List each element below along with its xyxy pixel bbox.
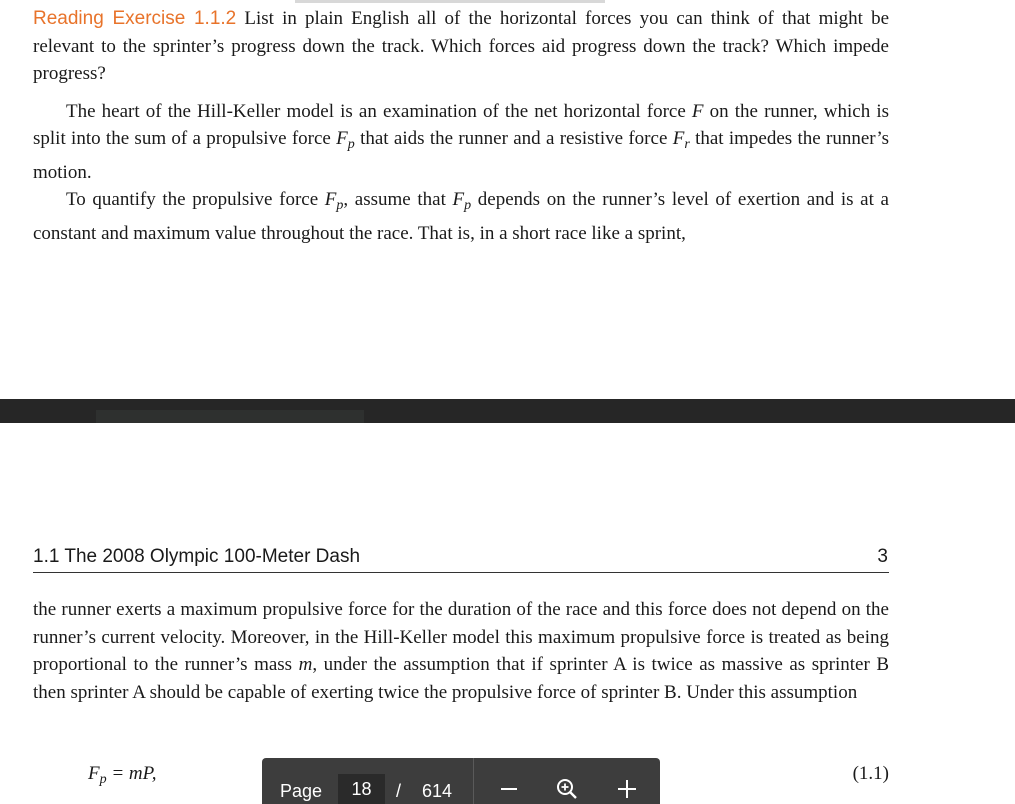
reading-exercise: [33, 5, 889, 88]
page-number: 3: [877, 546, 888, 567]
paragraph-propulsive-force: To quantify the propulsive force $F_p$, assume that $F_p$ depends on the runner’s level of exertion and is at a constant and maximum value throughout the race. That is, in a short race like a sprint,: [33, 189, 889, 244]
page-navigation-toolbar: [262, 758, 660, 804]
symbol-Fp: $F_p$: [324, 189, 344, 213]
running-head: [33, 544, 889, 573]
zoom-fit-button[interactable]: [552, 774, 582, 804]
paragraph-net-force: The heart of the Hill-Keller model is an examination of the net horizontal force F on the runner, which is split into the sum of a propulsive force $F_p$ that aids the runner and a resistive force $F_r$ that impedes the runner’s motion.: [33, 100, 889, 183]
upper-page-text: [33, 5, 889, 247]
symbol-Fr: $F_r$: [672, 128, 690, 152]
zoom-in-button[interactable]: [612, 774, 642, 804]
page-separator-slash: /: [396, 781, 402, 801]
symbol-Fp: $F_p$: [336, 128, 355, 152]
page-label: Page: [280, 781, 323, 801]
total-pages: 614: [422, 781, 453, 801]
exercise-text: List in plain English all of the horizontal forces you can think of that might be relevant to the sprinter’s progress down the track. Which forces aid progress down the track? Which impede progress?: [33, 8, 890, 84]
page-separator: [0, 399, 1015, 423]
symbol-F: F: [691, 100, 704, 122]
section-title: 1.1 The 2008 Olympic 100-Meter Dash: [33, 546, 361, 567]
exercise-label: Reading Exercise 1.1.2: [33, 8, 237, 29]
zoom-out-icon: [499, 779, 519, 799]
zoom-out-button[interactable]: [494, 774, 524, 804]
paragraph-max-force: the runner exerts a maximum propulsive force for the duration of the race and this force does not depend on the runner’s current velocity. Moreover, in the Hill-Keller model this maximum propulsive force is treated as being proportional to the runner’s mass m, under the assumption that if sprinter A is twice as massive as sprinter B then sprinter A should be capable of exerting twice the propulsive force of sprinter B. Under this assumption: [33, 599, 890, 703]
zoom-in-icon: [616, 778, 638, 800]
symbol-m: m: [298, 654, 313, 675]
zoom-fit-icon: [555, 777, 579, 801]
toolbar-edge: [295, 0, 605, 3]
lower-page-text: [33, 596, 889, 706]
symbol-Fp: $F_p$: [452, 189, 472, 213]
equation-number: (1.1): [852, 763, 889, 784]
current-page-input[interactable]: 18: [338, 774, 385, 804]
equation-1-1: $F_p$ = mP,: [88, 763, 157, 787]
